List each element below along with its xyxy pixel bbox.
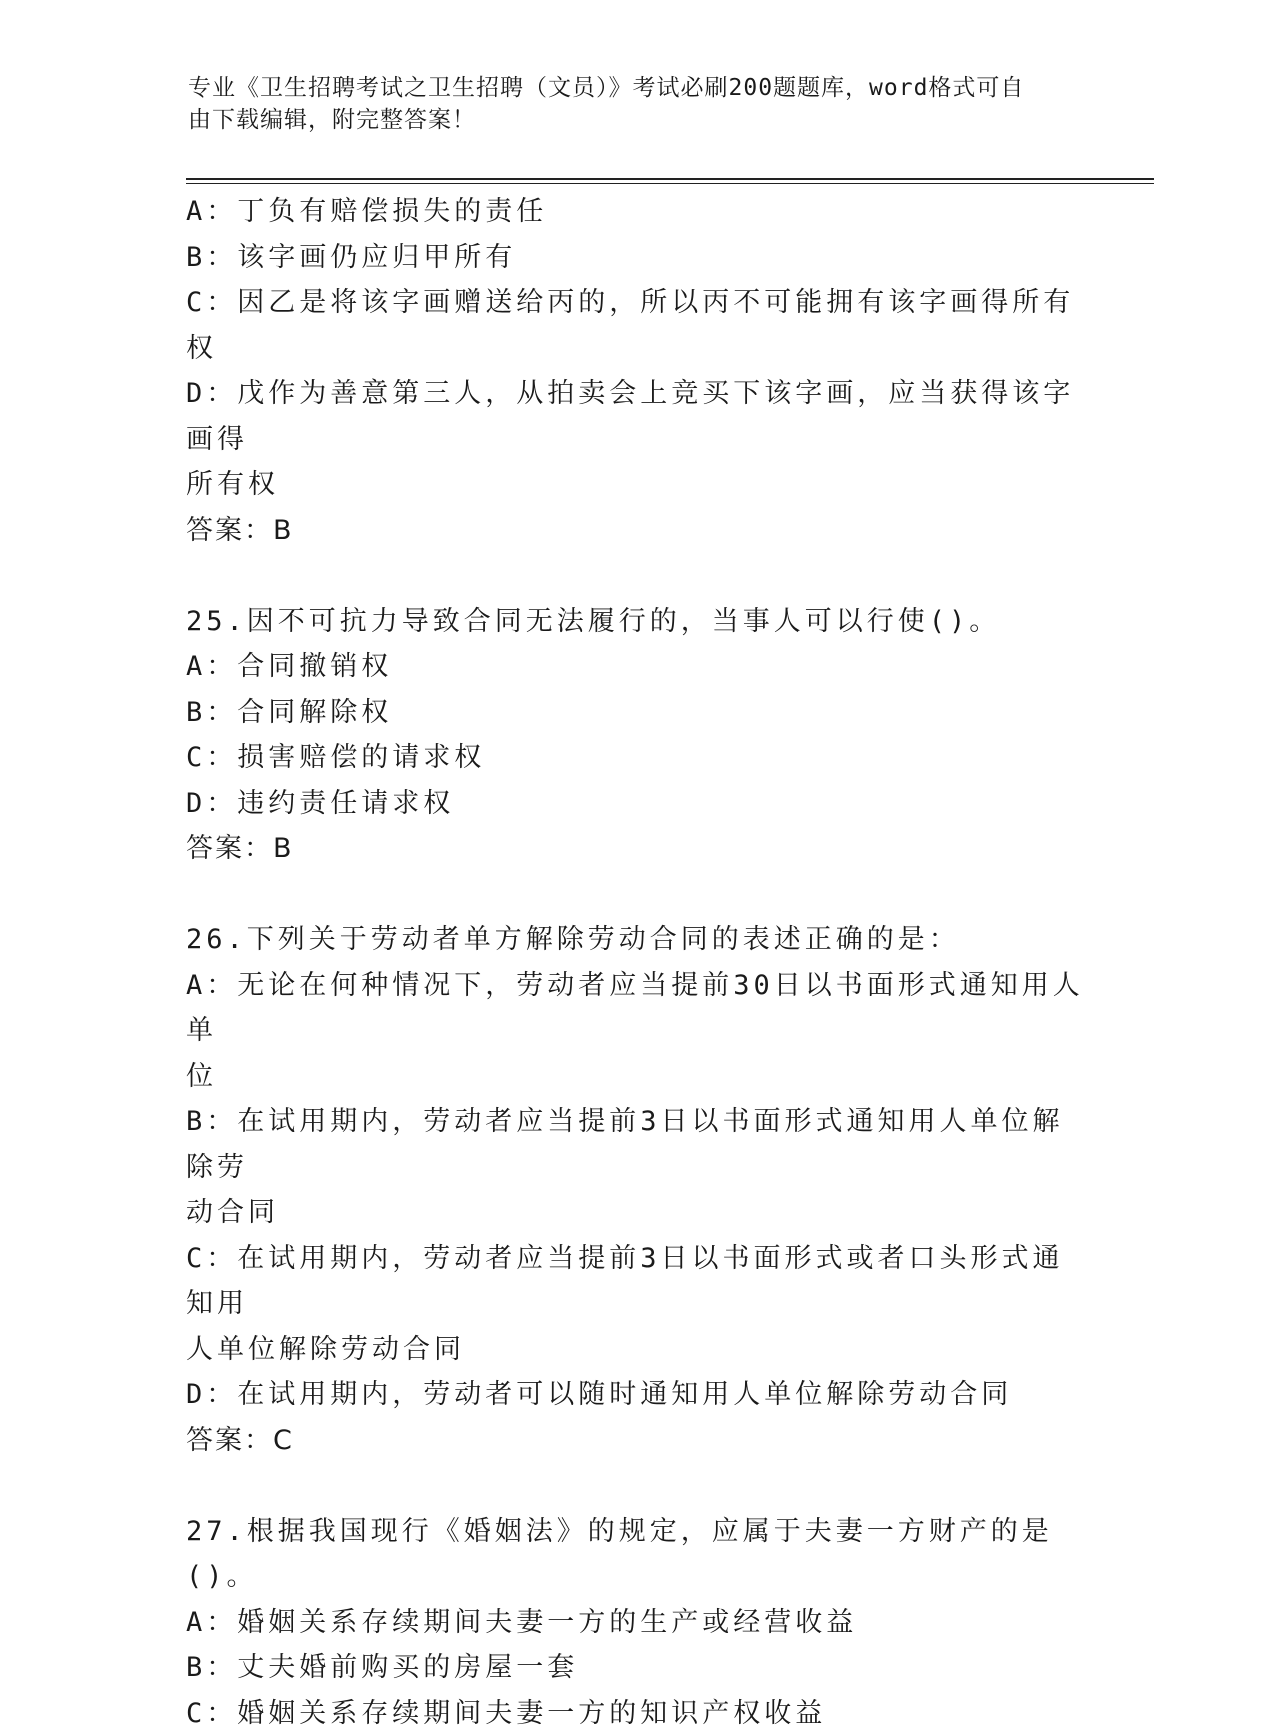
spacer bbox=[186, 553, 1086, 599]
option-c-wrap: 人单位解除劳动合同 bbox=[186, 1327, 1086, 1373]
option-d: D：戊作为善意第三人，从拍卖会上竞买下该字画，应当获得该字画得 bbox=[186, 371, 1086, 462]
question-stem: 27.根据我国现行《婚姻法》的规定，应属于夫妻一方财产的是()。 bbox=[186, 1509, 1086, 1600]
option-b-wrap: 动合同 bbox=[186, 1190, 1086, 1236]
option-a: A：丁负有赔偿损失的责任 bbox=[186, 189, 1086, 235]
option-b: B：丈夫婚前购买的房屋一套 bbox=[186, 1645, 1086, 1691]
question-stem: 26.下列关于劳动者单方解除劳动合同的表述正确的是： bbox=[186, 917, 1086, 963]
option-a-wrap: 位 bbox=[186, 1054, 1086, 1100]
answer-label: 答案：C bbox=[186, 1418, 1086, 1464]
option-b: B：该字画仍应归甲所有 bbox=[186, 235, 1086, 281]
header-line-1: 专业《卫生招聘考试之卫生招聘（文员）》考试必刷200题题库，word格式可自 bbox=[188, 72, 1068, 104]
option-a: A：合同撤销权 bbox=[186, 644, 1086, 690]
question-stem: 25.因不可抗力导致合同无法履行的，当事人可以行使()。 bbox=[186, 599, 1086, 645]
header-line-2: 由下载编辑，附完整答案！ bbox=[188, 104, 1068, 136]
answer-label: 答案：B bbox=[186, 508, 1086, 554]
question-list bbox=[186, 189, 1086, 1736]
option-b: B：合同解除权 bbox=[186, 690, 1086, 736]
header-rule-thin bbox=[186, 183, 1154, 184]
answer-label: 答案：B bbox=[186, 826, 1086, 872]
option-c: C：在试用期内，劳动者应当提前3日以书面形式或者口头形式通知用 bbox=[186, 1236, 1086, 1327]
option-c: C：婚姻关系存续期间夫妻一方的知识产权收益 bbox=[186, 1691, 1086, 1736]
question-24-continued bbox=[186, 189, 1086, 553]
question-26 bbox=[186, 917, 1086, 1463]
document-header bbox=[188, 72, 1068, 136]
option-a: A：无论在何种情况下，劳动者应当提前30日以书面形式通知用人单 bbox=[186, 963, 1086, 1054]
option-c: C：因乙是将该字画赠送给丙的，所以丙不可能拥有该字画得所有权 bbox=[186, 280, 1086, 371]
option-d-wrap: 所有权 bbox=[186, 462, 1086, 508]
option-b: B：在试用期内，劳动者应当提前3日以书面形式通知用人单位解除劳 bbox=[186, 1099, 1086, 1190]
option-d: D：违约责任请求权 bbox=[186, 781, 1086, 827]
option-a: A：婚姻关系存续期间夫妻一方的生产或经营收益 bbox=[186, 1600, 1086, 1646]
question-25 bbox=[186, 599, 1086, 872]
spacer bbox=[186, 1463, 1086, 1509]
option-d: D：在试用期内，劳动者可以随时通知用人单位解除劳动合同 bbox=[186, 1372, 1086, 1418]
spacer bbox=[186, 872, 1086, 918]
question-27 bbox=[186, 1509, 1086, 1736]
header-rule-thick bbox=[186, 178, 1154, 180]
option-c: C：损害赔偿的请求权 bbox=[186, 735, 1086, 781]
